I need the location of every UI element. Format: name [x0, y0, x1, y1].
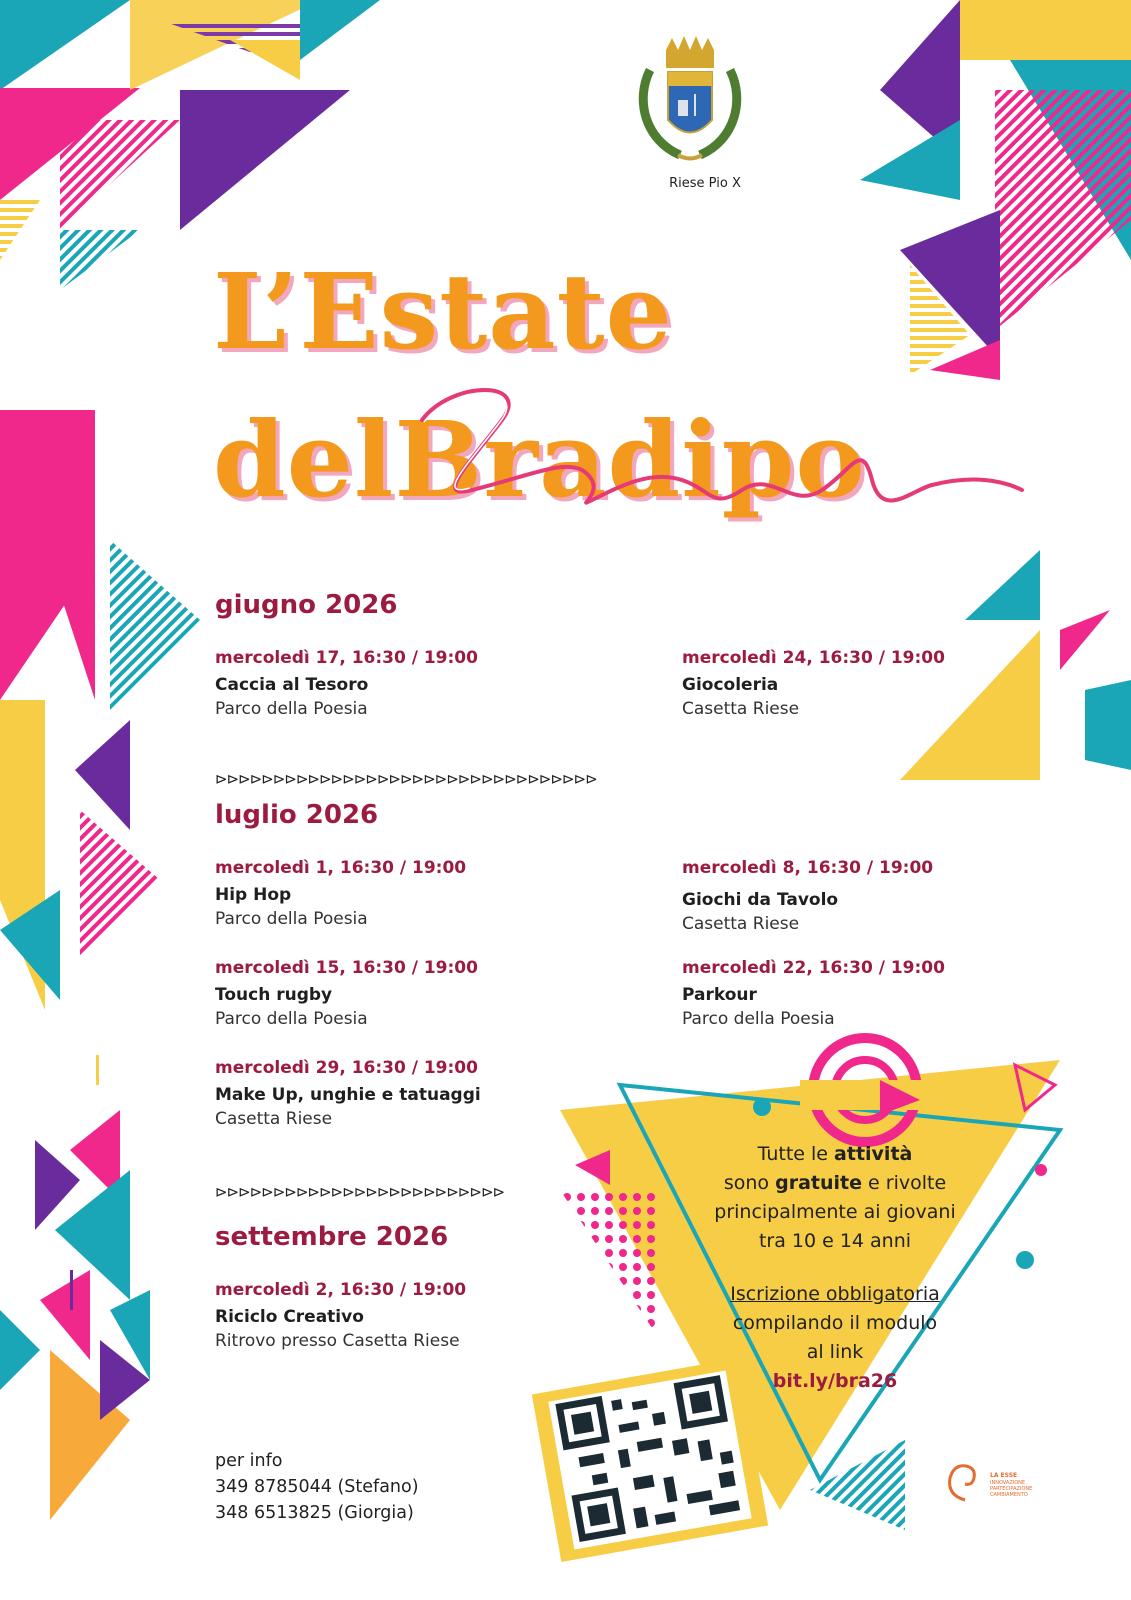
event-place: Casetta Riese	[215, 1109, 333, 1129]
event-date: mercoledì 29, 16:30 / 19:00	[215, 1058, 478, 1078]
script-overlay	[412, 380, 1032, 580]
event-place: Parco della Poesia	[215, 1009, 368, 1029]
event-item	[215, 648, 635, 719]
event-item	[682, 648, 1102, 719]
event-date: mercoledì 24, 16:30 / 19:00	[682, 648, 945, 668]
partner-tagline: INNOVAZIONE PARTECIPAZIONE CAMBIAMENTO	[990, 1480, 1033, 1498]
event-place: Ritrovo presso Casetta Riese	[215, 1331, 460, 1351]
registration-link[interactable]: bit.ly/bra26	[772, 1370, 898, 1392]
event-item	[215, 1058, 635, 1129]
event-place: Parco della Poesia	[682, 1009, 835, 1029]
event-item	[682, 858, 1102, 934]
month-july: luglio 2026	[215, 800, 379, 830]
notice-l6: compilando il modulo	[732, 1312, 938, 1334]
title-del: del	[213, 398, 395, 521]
event-item	[215, 1280, 635, 1351]
title-bradipo: Bradipo	[394, 398, 866, 521]
month-june: giugno 2026	[215, 590, 398, 620]
notice-l7: al link	[806, 1341, 864, 1363]
title-line-1: L’Estate	[213, 250, 673, 373]
phone-giorgia: 348 6513825 (Giorgia)	[215, 1503, 414, 1523]
event-place: Parco della Poesia	[215, 909, 368, 929]
town-name: Riese Pio X	[669, 176, 741, 191]
event-date: mercoledì 2, 16:30 / 19:00	[215, 1280, 467, 1300]
phone-stefano: 349 8785044 (Stefano)	[215, 1477, 419, 1497]
divider-arrows: ⊳⊳⊳⊳⊳⊳⊳⊳⊳⊳⊳⊳⊳⊳⊳⊳⊳⊳⊳⊳⊳⊳⊳⊳⊳	[215, 1183, 505, 1201]
event-place: Parco della Poesia	[215, 699, 368, 719]
event-place: Casetta Riese	[682, 699, 800, 719]
notice-l1b: attività	[834, 1143, 913, 1165]
event-item	[215, 858, 635, 929]
event-name: Giocoleria	[682, 675, 779, 695]
notice-l1a: Tutte le	[757, 1143, 835, 1165]
notice-l2c: e rivolte	[861, 1172, 947, 1194]
notice-l2a: sono	[723, 1172, 776, 1194]
event-name: Make Up, unghie e tatuaggi	[215, 1085, 481, 1105]
event-name: Touch rugby	[215, 985, 333, 1005]
event-date: mercoledì 17, 16:30 / 19:00	[215, 648, 478, 668]
notice-l4: tra 10 e 14 anni	[758, 1230, 912, 1252]
event-date: mercoledì 22, 16:30 / 19:00	[682, 958, 945, 978]
notice-registration: Iscrizione obbligatoria	[730, 1283, 940, 1305]
event-item	[682, 958, 1102, 1029]
event-item	[215, 958, 635, 1029]
partner-name: LA ESSE	[990, 1472, 1018, 1479]
event-name: Parkour	[682, 985, 757, 1005]
event-name: Caccia al Tesoro	[215, 675, 369, 695]
event-date: mercoledì 15, 16:30 / 19:00	[215, 958, 478, 978]
notice-l2b: gratuite	[775, 1172, 862, 1194]
event-name: Giochi da Tavolo	[682, 890, 839, 910]
event-place: Casetta Riese	[682, 914, 800, 934]
event-date: mercoledì 1, 16:30 / 19:00	[215, 858, 467, 878]
info-label: per info	[215, 1451, 283, 1471]
event-name: Hip Hop	[215, 885, 292, 905]
notice-l3: principalmente ai giovani	[714, 1201, 956, 1223]
month-september: settembre 2026	[215, 1222, 449, 1252]
event-date: mercoledì 8, 16:30 / 19:00	[682, 858, 934, 878]
notice-text	[700, 1140, 970, 1396]
contact-info	[215, 1448, 419, 1526]
event-name: Riciclo Creativo	[215, 1307, 364, 1327]
divider-arrows: ⊳⊳⊳⊳⊳⊳⊳⊳⊳⊳⊳⊳⊳⊳⊳⊳⊳⊳⊳⊳⊳⊳⊳⊳⊳⊳⊳⊳⊳⊳⊳⊳⊳	[215, 770, 597, 788]
